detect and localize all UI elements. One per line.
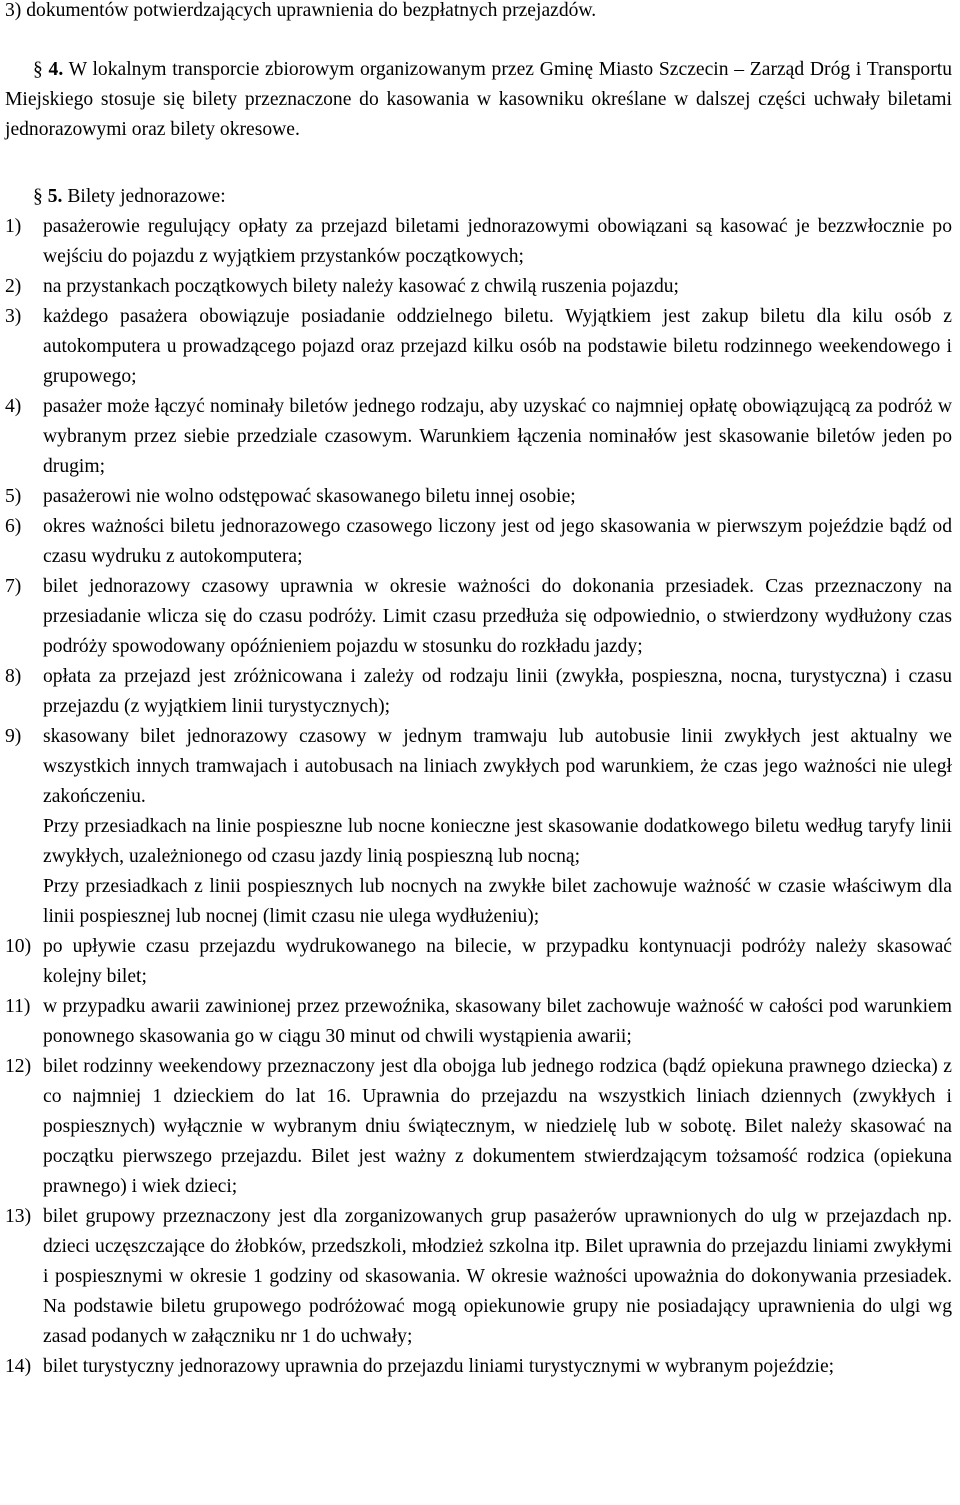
list-item-text: na przystankach początkowych bilety należy kasować z chwilą ruszenia pojazdu; bbox=[43, 276, 679, 297]
list-item-text: pasażer może łączyć nominały biletów jednego rodzaju, aby uzyskać co najmniej opłatę obowiązującą za podróż w wybranym przez siebie przedziale czasowym. Warunkiem łączenia nominałów jest skasowanie biletów jeden po drugim; bbox=[43, 396, 952, 477]
list-item-text: pasażerowie regulujący opłaty za przejazd biletami jednorazowymi obowiązani są kasować je bezzwłocznie po wejściu do pojazdu z wyjątkiem przystanków początkowych; bbox=[43, 216, 952, 267]
list-item-text: bilet turystyczny jednorazowy uprawnia do przejazdu liniami turystycznymi w wybranym pojeździe; bbox=[43, 1356, 835, 1377]
paragraph-4 bbox=[5, 55, 952, 145]
list-item-number: 3) bbox=[5, 306, 22, 327]
list-item-number: 14) bbox=[5, 1356, 32, 1377]
previous-list-item: 3) dokumentów potwierdzających uprawnienia do bezpłatnych przejazdów. bbox=[5, 0, 597, 21]
list-item bbox=[5, 1052, 952, 1202]
list-item bbox=[5, 272, 952, 302]
list-item bbox=[5, 662, 952, 722]
list-item-subparagraph: Przy przesiadkach z linii pospiesznych lub nocnych na zwykłe bilet zachowuje ważność w czasie właściwym dla linii pospiesznej lub nocnej (limit czasu nie ulega wydłużeniu); bbox=[43, 876, 952, 927]
list-item bbox=[5, 392, 952, 482]
paragraph-5-heading bbox=[5, 182, 952, 212]
paragraph-body: W lokalnym transporcie zbiorowym organizowanym przez Gminę Miasto Szczecin – Zarząd Dróg i Transportu Miejskiego stosuje się bilety przeznaczone do kasowania w kasowniku określane w dalszej części uchwały biletami jednorazowymi oraz bilety okresowe. bbox=[5, 59, 952, 140]
list-item bbox=[5, 572, 952, 662]
list-item-text: skasowany bilet jednorazowy czasowy w jednym tramwaju lub autobusie linii zwykłych jest aktualny we wszystkich innych tramwajach i autobusach na liniach zwykłych pod warunkiem, że czas jego ważności nie uległ zakończeniu. bbox=[43, 726, 952, 807]
list-item-number: 4) bbox=[5, 396, 22, 417]
list-item-text: po upływie czasu przejazdu wydrukowanego na bilecie, w przypadku kontynuacji podróży należy skasować kolejny bilet; bbox=[43, 936, 952, 987]
list-item-number: 1) bbox=[5, 216, 22, 237]
list-item-number: 9) bbox=[5, 726, 22, 747]
list-item-number: 12) bbox=[5, 1056, 32, 1077]
list-item-number: 10) bbox=[5, 936, 32, 957]
list-item-text: bilet jednorazowy czasowy uprawnia w okresie ważności do dokonania przesiadek. Czas przeznaczony na przesiadanie wlicza się do czasu podróży. Limit czasu przedłuża się odpowiednio, o stwierdzony wydłużony czas podróży spowodowany opóźnieniem pojazdu w stosunku do rozkładu jazdy; bbox=[43, 576, 952, 657]
list-item-text: okres ważności biletu jednorazowego czasowego liczony jest od jego skasowania w pierwszym pojeździe bądź od czasu wydruku z autokomputera; bbox=[43, 516, 952, 567]
list-item bbox=[5, 212, 952, 272]
list-item-number: 7) bbox=[5, 576, 22, 597]
list-item-subparagraph: Przy przesiadkach na linie pospieszne lub nocne konieczne jest skasowanie dodatkowego biletu według taryfy linii zwykłych, uzależnionego od czasu jazdy linią pospieszną lub nocną; bbox=[43, 816, 952, 867]
list-item bbox=[5, 992, 952, 1052]
paragraph-title: Bilety jednorazowe: bbox=[67, 186, 226, 207]
list-item bbox=[5, 722, 952, 932]
paragraph-4-text bbox=[5, 55, 952, 145]
list-item-number: 8) bbox=[5, 666, 22, 687]
paragraph-number: 4. bbox=[48, 59, 64, 80]
list-item bbox=[5, 302, 952, 392]
list-item bbox=[5, 1202, 952, 1352]
list-item-number: 6) bbox=[5, 516, 22, 537]
list-item-text: bilet grupowy przeznaczony jest dla zorganizowanych grup pasażerów uprawnionych do ulg w przejazdach np. dzieci uczęszczające do żłobków, przedszkoli, młodzież szkolna itp. Bilet uprawnia do przejazdu liniami zwykłymi i pospiesznymi w okresie 1 godziny od skasowania. W okresie ważności upoważnia do dokonywania przesiadek. Na podstawie biletu grupowego podróżować mogą opiekunowie grupy nie posiadający uprawnienia do ulgi wg zasad podanych w załączniku nr 1 do uchwały; bbox=[43, 1206, 952, 1347]
section-sign: § bbox=[33, 186, 43, 207]
list-item bbox=[5, 1352, 952, 1382]
list-item-number: 5) bbox=[5, 486, 22, 507]
paragraph-5 bbox=[5, 182, 952, 1382]
list-item-text: opłata za przejazd jest zróżnicowana i zależy od rodzaju linii (zwykła, pospieszna, nocna, turystyczna) i czasu przejazdu (z wyjątkiem linii turystycznych); bbox=[43, 666, 952, 717]
section-sign: § bbox=[33, 59, 43, 80]
list-item bbox=[5, 512, 952, 572]
list-item-number: 2) bbox=[5, 276, 22, 297]
list-item-number: 11) bbox=[5, 996, 31, 1017]
list-item-number: 13) bbox=[5, 1206, 32, 1227]
list-item bbox=[5, 932, 952, 992]
paragraph-number: 5. bbox=[47, 186, 63, 207]
list-item-text: każdego pasażera obowiązuje posiadanie oddzielnego biletu. Wyjątkiem jest zakup biletu dla kilu osób z autokomputera u prowadzącego pojazd oraz przejazd kilku osób na podstawie biletu rodzinnego weekendowego i grupowego; bbox=[43, 306, 952, 387]
ticket-rules-list bbox=[5, 212, 952, 1382]
list-item-text: w przypadku awarii zawinionej przez przewoźnika, skasowany bilet zachowuje ważność w całości pod warunkiem ponownego skasowania go w ciągu 30 minut od chwili wystąpienia awarii; bbox=[43, 996, 952, 1047]
list-item bbox=[5, 482, 952, 512]
list-item-text: bilet rodzinny weekendowy przeznaczony jest dla obojga lub jednego rodzica (bądź opiekuna prawnego dziecka) z co najmniej 1 dzieckiem do lat 16. Uprawnia do przejazdu na wszystkich liniach dziennych (zwykłych i pospiesznych) wyłącznie w wybranym dniu świątecznym, w niedzielę lub w sobotę. Bilet należy skasować na początku pierwszego przejazdu. Bilet jest ważny z dokumentem stwierdzającym tożsamość rodzica (opiekuna prawnego) i wiek dzieci; bbox=[43, 1056, 952, 1197]
list-item-text: pasażerowi nie wolno odstępować skasowanego biletu innej osobie; bbox=[43, 486, 576, 507]
